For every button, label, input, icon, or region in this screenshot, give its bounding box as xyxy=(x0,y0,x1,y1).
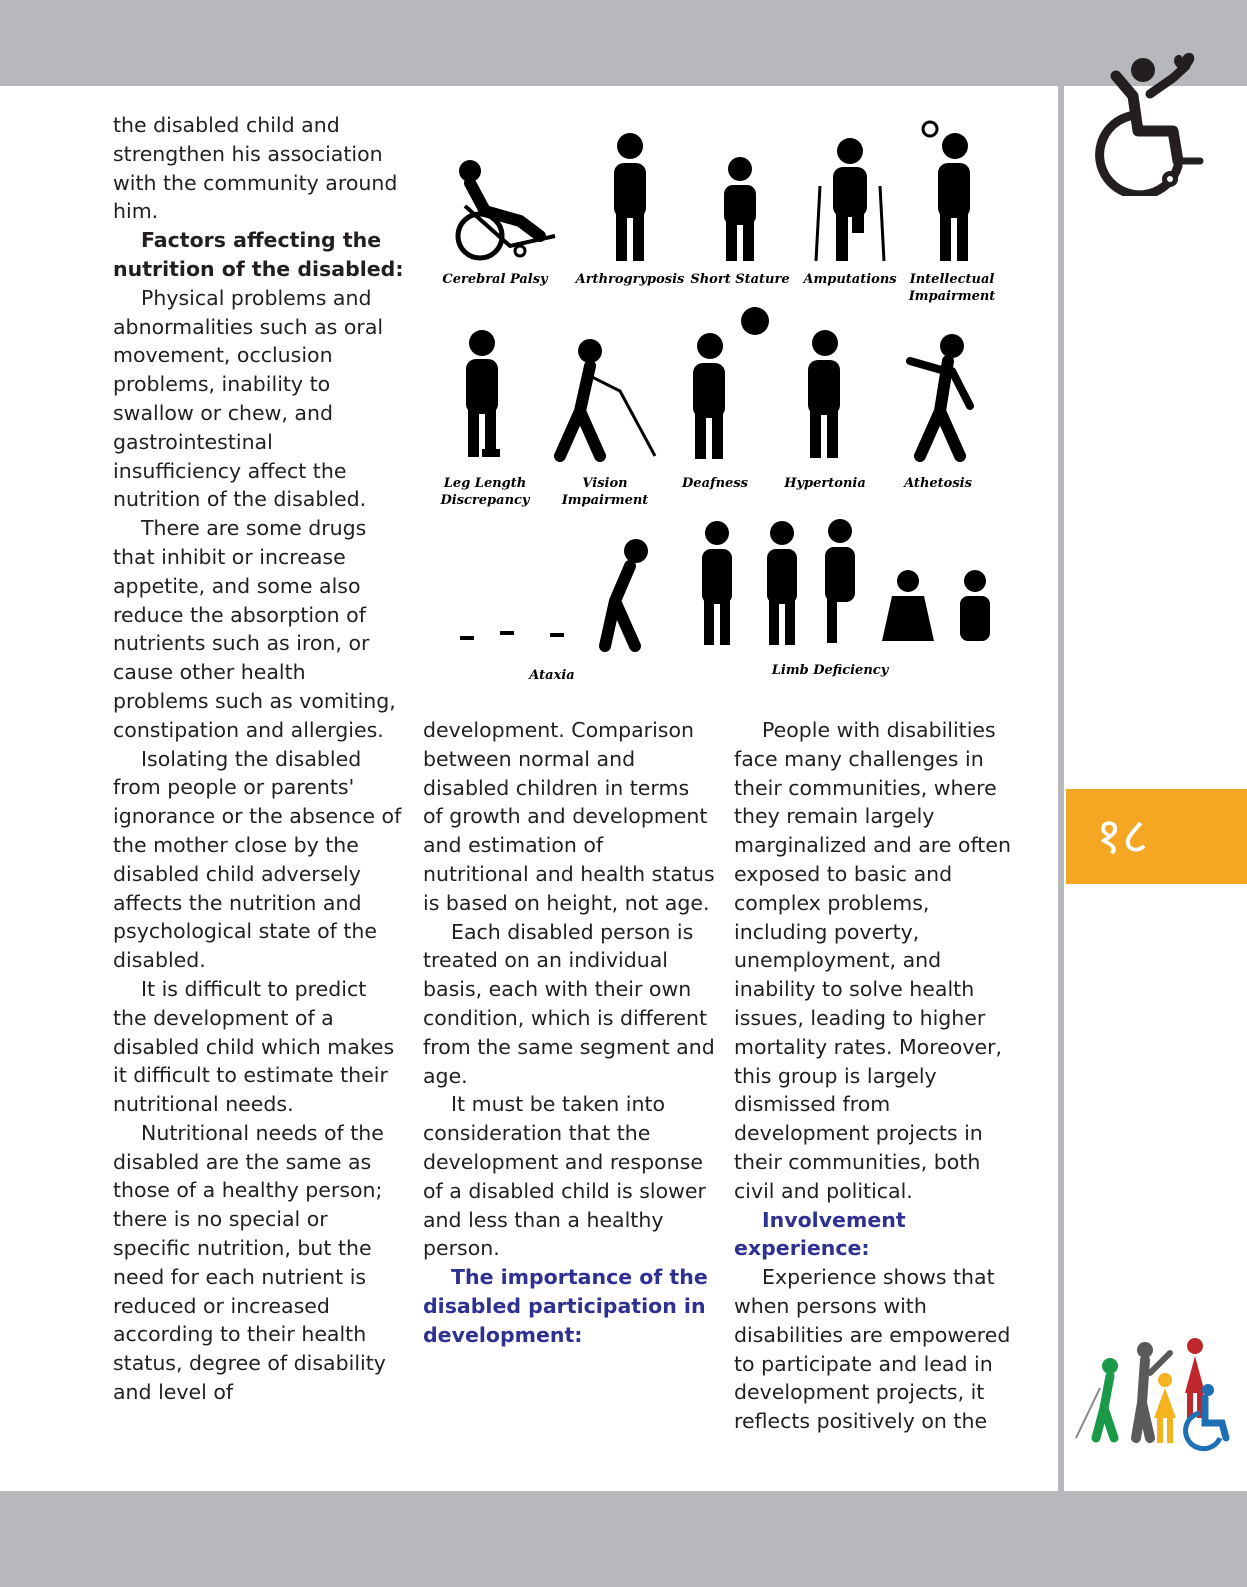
paragraph: People with disabilities face many challenges in their communities, where they remain largely marginalized and are often exposed to basic and complex problems, including poverty, unemployment, and inability to solve health issues, leading to higher mortality rates. Moreover, this group is largely dismissed from development projects in their communities, both civil and political. xyxy=(734,718,1011,1203)
figure-label: Cerebral Palsy xyxy=(442,272,548,287)
text-column-2 xyxy=(423,716,715,1350)
text-column-3 xyxy=(734,716,1026,1436)
figure-label: Ataxia xyxy=(529,668,575,683)
figure-label: Hypertonia xyxy=(784,476,866,491)
paragraph: Isolating the disabled from people or parents' ignorance or the absence of the mother close by the disabled child adversely affects the nutrition and psychological state of the disabled. xyxy=(113,746,402,973)
figure-label: Amputations xyxy=(803,272,897,287)
figure-label: Leg Length xyxy=(443,476,527,491)
ataxia-icon xyxy=(460,539,648,646)
paragraph: the disabled child and strengthen his association with the community around him. xyxy=(113,113,398,224)
figure-label: Limb Deficiency xyxy=(771,663,889,678)
intellectual-impairment-icon xyxy=(923,122,970,261)
section-heading: The importance of the disabled participation in development: xyxy=(423,1265,708,1347)
footer-band xyxy=(0,1491,1247,1587)
figure-label: Athetosis xyxy=(904,476,972,491)
header-band xyxy=(0,0,1247,86)
limb-deficiency-icon xyxy=(702,519,990,645)
hypertonia-icon xyxy=(808,330,840,458)
figure-label: Vision xyxy=(582,476,628,491)
side-divider xyxy=(1058,86,1064,1491)
paragraph: It is difficult to predict the development of a disabled child which makes it difficult to estimate their nutritional needs. xyxy=(113,976,395,1117)
short-stature-icon xyxy=(724,157,756,261)
paragraph: It must be taken into consideration that the development and response of a disabled child is slower and less than a healthy person. xyxy=(423,1092,706,1261)
paragraph: There are some drugs that inhibit or increase appetite, and some also reduce the absorption of nutrients such as iron, or cause other health problems such as vomiting, constipation and allergies. xyxy=(113,516,396,742)
figure-label: Impairment xyxy=(561,493,649,508)
vision-impairment-icon xyxy=(560,339,655,456)
text-column-1 xyxy=(113,111,405,1407)
section-heading: Involvement experience: xyxy=(734,1207,906,1261)
section-heading: Factors affecting the nutrition of the disabled: xyxy=(113,228,404,281)
cerebral-palsy-icon xyxy=(458,160,555,258)
page-number-tab: १८ xyxy=(1066,789,1247,884)
paragraph: Nutritional needs of the disabled are the same as those of a healthy person; there is no special or specific nutrition, but the need for each nutrient is reduced or increased according to their health status, degree of disability and level of xyxy=(113,1120,386,1405)
deafness-icon xyxy=(693,307,769,459)
figure-label: Short Stature xyxy=(690,272,790,287)
athetosis-icon xyxy=(910,334,970,456)
figure-label: Deafness xyxy=(682,476,748,491)
wheelchair-logo-icon xyxy=(1078,46,1208,196)
disability-types-figure xyxy=(440,111,1020,691)
inclusion-people-logo-icon xyxy=(1070,1338,1230,1456)
figure-label: Impairment xyxy=(908,289,996,304)
paragraph: Experience shows that when persons with disabilities are empowered to participate and lead in development projects, it reflects positively on the xyxy=(734,1265,1011,1434)
figure-label: Intellectual xyxy=(909,272,995,287)
paragraph: Each disabled person is treated on an individual basis, each with their own condition, which is different from the same segment and age. xyxy=(423,919,715,1088)
arthrogryposis-icon xyxy=(614,133,646,261)
paragraph: development. Comparison between normal and disabled children in terms of growth and development and estimation of nutritional and health status is based on height, not age. xyxy=(423,718,715,915)
paragraph: Physical problems and abnormalities such as oral movement, occlusion problems, inability to swallow or chew, and gastrointestinal insufficiency affect the nutrition of the disabled. xyxy=(113,285,384,512)
figure-label: Arthrogryposis xyxy=(575,272,685,287)
amputations-icon xyxy=(816,138,884,261)
figure-label: Discrepancy xyxy=(440,493,530,508)
leg-length-discrepancy-icon xyxy=(466,330,500,457)
